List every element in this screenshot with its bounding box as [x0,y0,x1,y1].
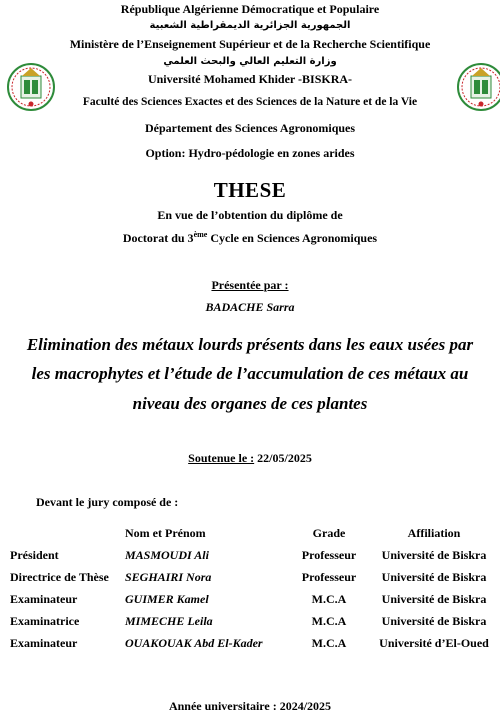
degree-suffix: Cycle en Sciences Agronomiques [207,231,378,245]
author-name: BADACHE Sarra [205,300,295,314]
academic-year: Année universitaire : 2024/2025 [168,699,332,713]
defense-date-line [0,451,500,466]
jury-role: Examinateur [10,636,78,650]
defense-date: 22/05/2025 [254,451,312,465]
jury-affiliation: Université de Biskra [381,548,487,562]
jury-column-name: Nom et Prénom [125,526,206,540]
republic-line: République Algérienne Démocratique et Populaire [120,2,380,16]
defense-label: Soutenue le : [188,451,255,465]
jury-name: MASMOUDI Ali [125,548,209,562]
thesis-title-line-2: les macrophytes et l’étude de l’accumulation de ces métaux au [31,364,469,383]
jury-role: Directrice de Thèse [10,570,109,584]
jury-grade: M.C.A [311,614,347,628]
jury-grade: Professeur [301,570,357,584]
document-type-title: THESE [213,178,287,202]
ministry-line: Ministère de l’Enseignement Supérieur et de la Recherche Scientifique [69,37,431,51]
jury-grade: M.C.A [311,592,347,606]
jury-role: Président [10,548,59,562]
jury-name: GUIMER Kamel [125,592,209,606]
jury-heading: Devant le jury composé de : [36,495,179,509]
jury-column-affiliation: Affiliation [407,526,461,540]
jury-column-grade: Grade [312,526,346,540]
jury-grade: Professeur [301,548,357,562]
purpose-line: En vue de l’obtention du diplôme de [157,208,343,222]
university-biskra-logo-icon [6,58,56,116]
degree-line [0,230,500,246]
degree-prefix: Doctorat du 3 [122,231,194,245]
jury-name: SEGHAIRI Nora [125,570,212,584]
jury-affiliation: Université d’El-Oued [379,636,489,650]
jury-affiliation: Université de Biskra [381,614,487,628]
jury-role: Examinatrice [10,614,80,628]
presented-by-label: Présentée par : [211,278,289,292]
university-biskra-logo-icon [456,58,500,116]
jury-name: MIMECHE Leila [125,614,213,628]
thesis-title-line-3: niveau des organes de ces plantes [132,394,368,413]
jury-affiliation: Université de Biskra [381,592,487,606]
ministry-arabic-line: وزارة التعليم العالي والبحث العلمي [163,56,337,67]
faculty-line: Faculté des Sciences Exactes et des Sciences de la Nature et de la Vie [82,96,418,108]
jury-grade: M.C.A [311,636,347,650]
degree-superscript: ème [193,230,208,239]
university-line: Université Mohamed Khider -BISKRA- [147,72,353,86]
jury-role: Examinateur [10,592,78,606]
thesis-title-line-1: Elimination des métaux lourds présents dans les eaux usées par [26,335,474,354]
jury-affiliation: Université de Biskra [381,570,487,584]
republic-arabic-line: الجمهورية الجزائرية الديمقراطية الشعبية [149,20,351,31]
option-line: Option: Hydro-pédologie en zones arides [145,146,355,160]
jury-name: OUAKOUAK Abd El-Kader [125,636,263,650]
department-line: Département des Sciences Agronomiques [144,121,356,135]
